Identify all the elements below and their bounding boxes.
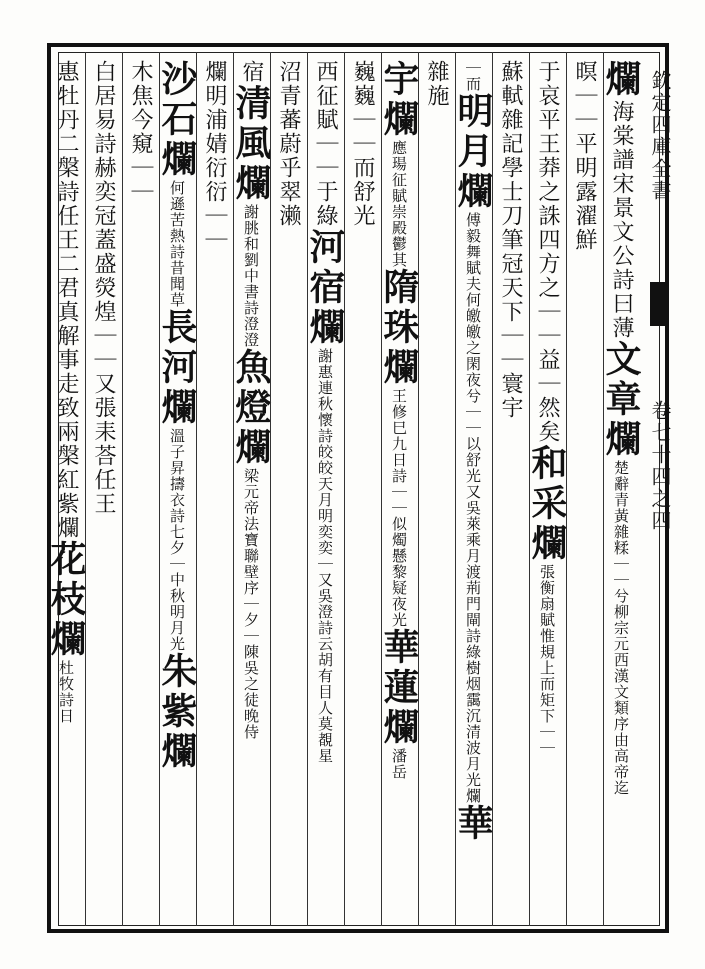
column-rule: [529, 52, 530, 926]
body-text: 白居易詩赫奕冠蓋盛熒煌｜｜又張耒荅任王: [91, 60, 116, 516]
heading-term: 河宿爛: [304, 228, 346, 348]
heading-term: 文章爛: [600, 340, 642, 460]
text-column: [85, 60, 122, 516]
body-text: 爛明浦婧衍衍｜｜: [202, 60, 227, 252]
heading-term: 明月爛: [452, 92, 494, 212]
text-column: [492, 60, 529, 420]
text-column: [122, 60, 159, 204]
heading-term: 花枝爛: [45, 540, 87, 660]
column-rule: [307, 52, 308, 926]
annotation-text: 梁元帝法寶聯壁序｜夕｜陳吳之徒晚侍: [242, 468, 260, 740]
heading-term: 華蓮爛: [378, 628, 420, 748]
annotation-text: 楚辭青黃雜糅｜｜兮柳宗元西漢文類序由高帝迄: [612, 460, 630, 796]
body-text: 雜施: [424, 60, 449, 108]
text-column: [230, 60, 272, 740]
text-column: [156, 60, 198, 772]
text-column: [418, 60, 455, 108]
annotation-text: ｜而: [464, 60, 482, 92]
column-rule: [603, 52, 604, 926]
annotation-text: 應瑒征賦崇殿鬱其: [390, 140, 408, 268]
text-column: [526, 60, 568, 756]
heading-term: 爛: [600, 60, 642, 100]
heading-term: 長河爛: [156, 308, 198, 428]
heading-term: 沙石爛: [156, 60, 198, 180]
column-rule: [196, 52, 197, 926]
body-text: 暝｜｜平明露濯鮮: [572, 60, 597, 252]
annotation-text: 何遜苦熱詩昔聞草: [168, 180, 186, 308]
annotation-text: 謝朓和劉中書詩澄澄: [242, 204, 260, 348]
heading-term: 隋珠爛: [378, 268, 420, 388]
heading-term: 清風爛: [230, 84, 272, 204]
heading-term: 華: [452, 804, 494, 844]
body-text: 惠牡丹二槃詩任王二君真解事走致兩槃紅紫爛: [54, 60, 79, 540]
heading-term: 魚燈爛: [230, 348, 272, 468]
annotation-text: 溫子昇擣衣詩七夕｜中秋明月光: [168, 428, 186, 652]
book-title: 欽定四庫全書: [648, 70, 672, 202]
page-margin: [647, 54, 672, 924]
body-text: 蘇軾雜記學士刀筆冠天下｜｜寰宇: [498, 60, 523, 420]
text-column: [304, 60, 346, 764]
annotation-text: 潘岳: [390, 748, 408, 780]
body-text: 海棠譜宋景文公詩曰薄: [609, 100, 634, 340]
annotation-text: 張衡扇賦惟規上而矩下｜｜: [538, 564, 556, 756]
body-text: 木焦今窺｜｜: [128, 60, 153, 204]
text-column: [45, 60, 87, 724]
body-text: 沼青蕃蔚乎翠濑: [276, 60, 301, 228]
heading-term: 宇爛: [378, 60, 420, 140]
heading-term: 朱紫爛: [156, 652, 198, 772]
column-rule: [85, 52, 86, 926]
text-column: [600, 60, 642, 796]
column-rule: [344, 52, 345, 926]
body-text: 于哀平王莽之誅四方之｜｜益｜然矣: [535, 60, 560, 444]
column-rule: [418, 52, 419, 926]
annotation-text: 杜牧詩日: [57, 660, 75, 724]
text-column: [196, 60, 233, 252]
fishtail-band: [650, 286, 669, 326]
column-rule: [122, 52, 123, 926]
annotation-text: 謝惠連秋懷詩皎皎天月明奕奕｜又吳澄詩云胡有目人莫覩星: [316, 348, 334, 764]
annotation-text: 傅毅舞賦夫何皦皦之閑夜兮｜｜以舒光又吳萊乘月渡荊門閘詩綠樹烟靄沉清波月光爛: [464, 212, 482, 804]
text-column: [270, 60, 307, 228]
column-rule: [159, 52, 160, 926]
text-column: [378, 60, 420, 780]
column-rule: [233, 52, 234, 926]
column-rule: [455, 52, 456, 926]
heading-term: 和采爛: [526, 444, 568, 564]
text-column: [566, 60, 603, 252]
text-column: [344, 60, 381, 228]
text-column: [452, 60, 494, 844]
annotation-text: 王修巳九日詩｜｜似燭懸黎疑夜光: [390, 388, 408, 628]
body-text: 巍巍｜｜而舒光: [350, 60, 375, 228]
column-rule: [566, 52, 567, 926]
body-text: 西征賦｜｜于綠: [313, 60, 338, 228]
column-rule: [270, 52, 271, 926]
column-rule: [492, 52, 493, 926]
volume-label: 卷七十四之四: [648, 400, 672, 532]
body-text: 宿: [239, 60, 264, 84]
column-rule: [381, 52, 382, 926]
